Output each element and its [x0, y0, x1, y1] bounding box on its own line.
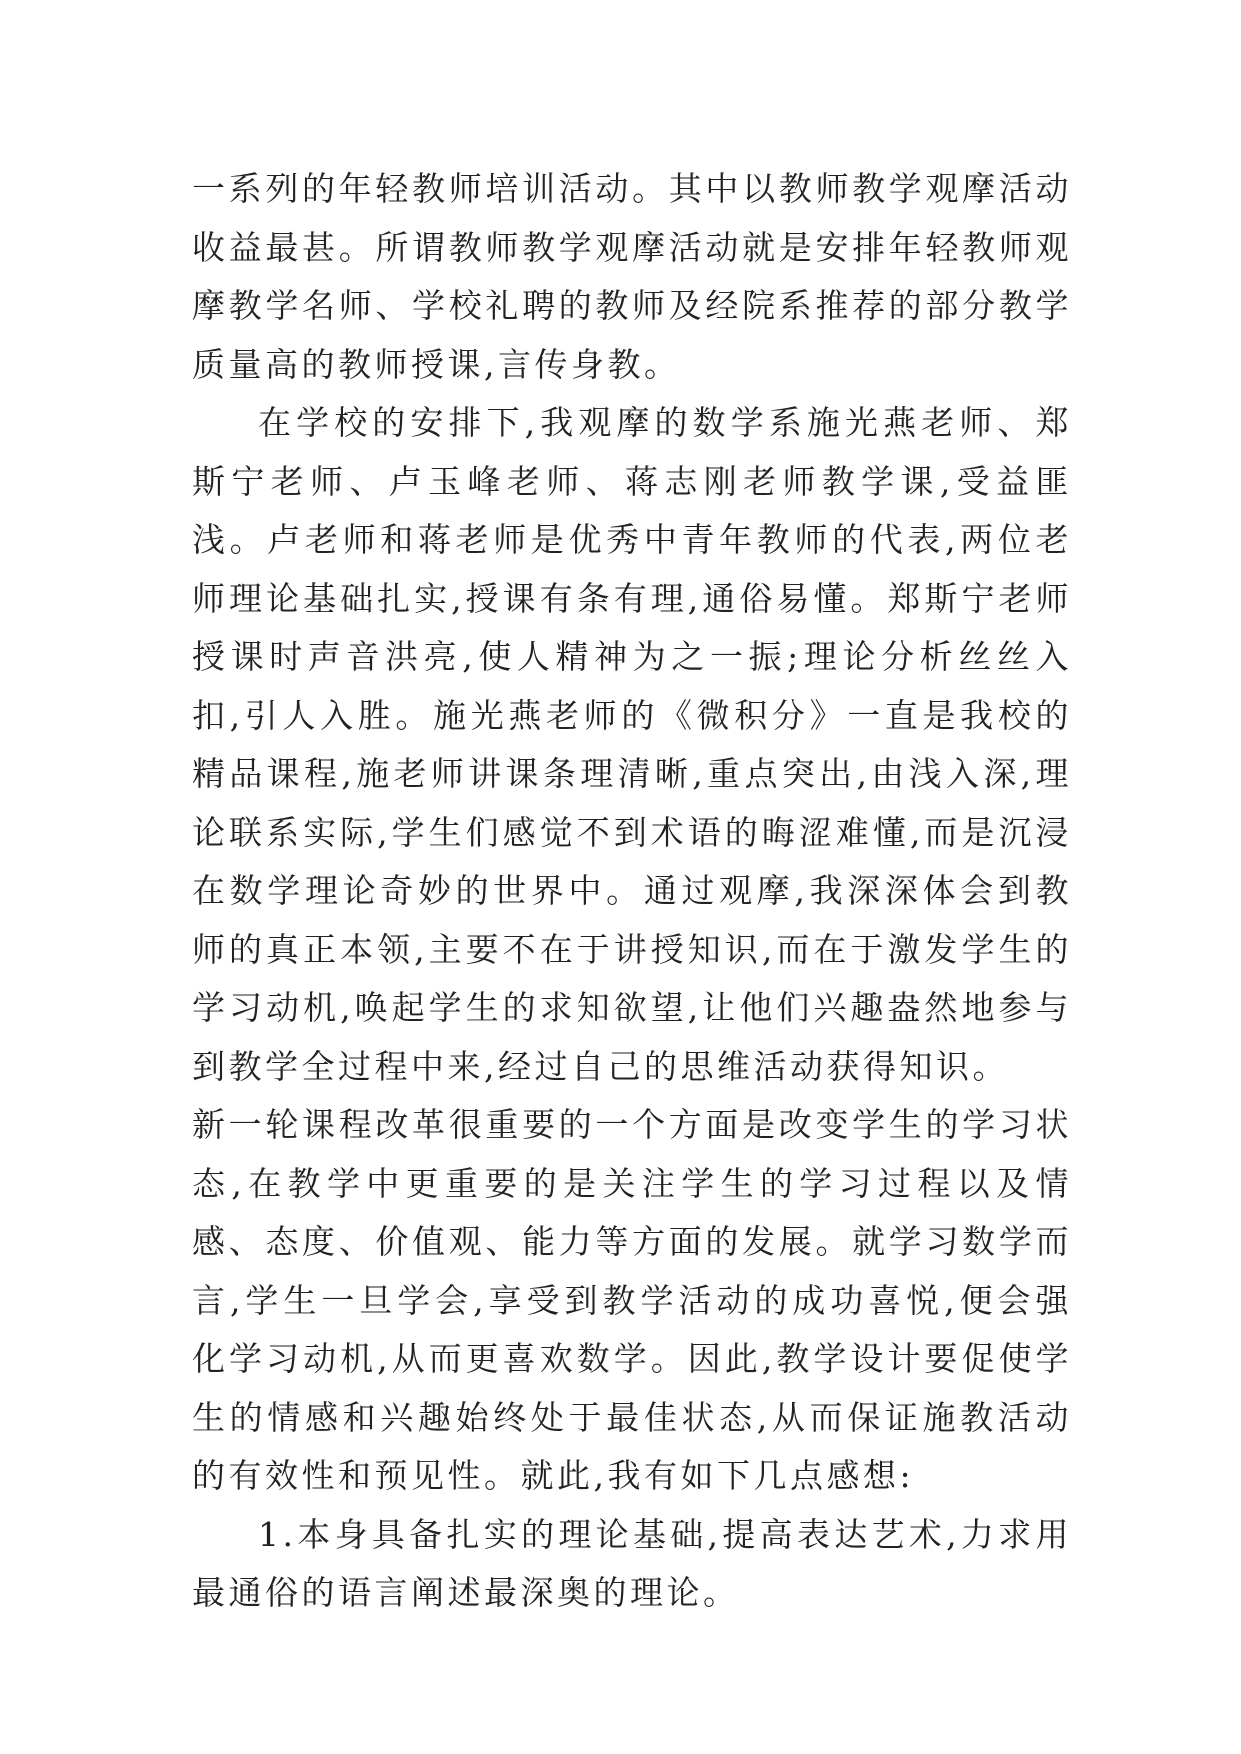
paragraph-point-one: 1.本身具备扎实的理论基础,提高表达艺术,力求用最通俗的语言阐述最深奥的理论。	[192, 1514, 1072, 1612]
document-body	[192, 160, 1072, 1623]
paragraph-training-activities: 一系列的年轻教师培训活动。其中以教师教学观摩活动收益最甚。所谓教师教学观摩活动就是安排年轻教师观摩教学名师、学校礼聘的教师及经院系推荐的部分教学质量高的教师授课,言传身教。	[192, 169, 1072, 384]
paragraph-curriculum-reform: 新一轮课程改革很重要的一个方面是改变学生的学习状态,在教学中更重要的是关注学生的学习过程以及情感、态度、价值观、能力等方面的发展。就学习数学而言,学生一旦学会,享受到教学活动的成功喜悦,便会强化学习动机,从而更喜欢数学。因此,教学设计要促使学生的情感和兴趣始终处于最佳状态,从而保证施教活动的有效性和预见性。就此,我有如下几点感想:	[192, 1105, 1072, 1495]
paragraph-observation-experience: 在学校的安排下,我观摩的数学系施光燕老师、郑斯宁老师、卢玉峰老师、蒋志刚老师教学课,受益匪浅。卢老师和蒋老师是优秀中青年教师的代表,两位老师理论基础扎实,授课有条有理,通俗易懂。郑斯宁老师授课时声音洪亮,使人精神为之一振;理论分析丝丝入扣,引人入胜。施光燕老师的《微积分》一直是我校的精品课程,施老师讲课条理清晰,重点突出,由浅入深,理论联系实际,学生们感觉不到术语的晦涩难懂,而是沉浸在数学理论奇妙的世界中。通过观摩,我深深体会到教师的真正本领,主要不在于讲授知识,而在于激发学生的学习动机,唤起学生的求知欲望,让他们兴趣盎然地参与到教学全过程中来,经过自己的思维活动获得知识。	[192, 403, 1072, 1086]
